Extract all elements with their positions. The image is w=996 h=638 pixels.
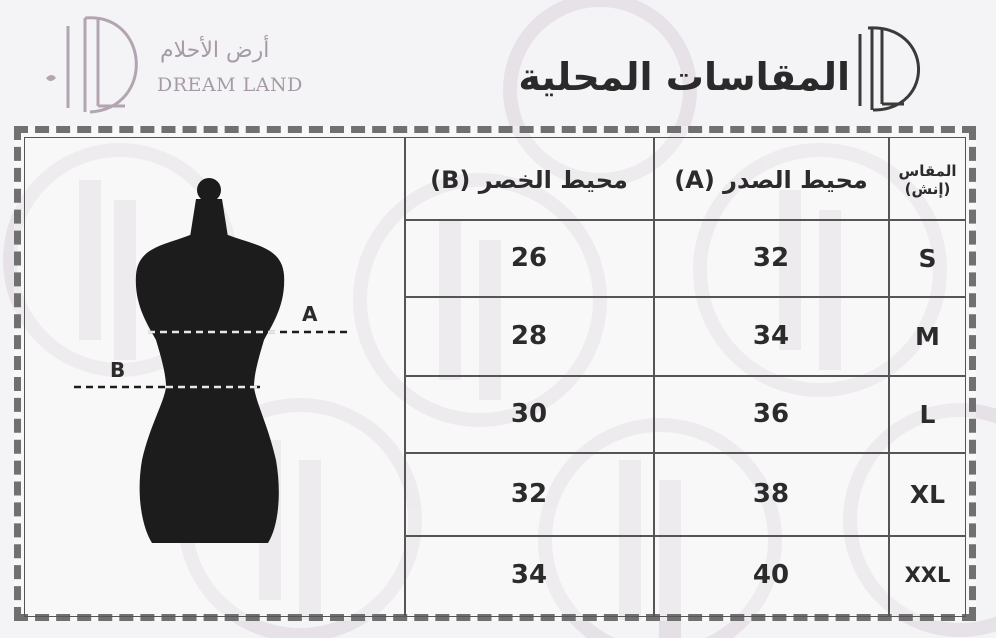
waist-value: 30 bbox=[510, 399, 548, 429]
header-size-label: المقاس bbox=[898, 161, 957, 180]
title-logo-icon bbox=[838, 20, 933, 115]
header-waist: محيط الخصر (B) bbox=[430, 165, 628, 194]
brand-logo bbox=[40, 8, 310, 118]
waist-value: 34 bbox=[510, 560, 548, 590]
waist-value: 26 bbox=[510, 243, 548, 273]
waist-value: 28 bbox=[510, 321, 548, 351]
chest-value: 34 bbox=[752, 321, 790, 351]
header-size-unit: (إنش) bbox=[904, 179, 951, 198]
size-label: S bbox=[918, 243, 937, 273]
chest-value: 36 bbox=[752, 399, 790, 429]
waist-marker-label: B bbox=[110, 358, 126, 382]
chest-value: 40 bbox=[752, 560, 790, 590]
size-label: XXL bbox=[904, 563, 951, 587]
size-label: XL bbox=[909, 479, 946, 509]
size-label: L bbox=[919, 399, 936, 429]
brand-name-english: DREAM LAND bbox=[157, 74, 303, 96]
waist-value: 32 bbox=[510, 479, 548, 509]
size-label: M bbox=[915, 321, 940, 351]
chest-marker-label: A bbox=[302, 302, 318, 326]
page-title: المقاسات المحلية bbox=[518, 55, 850, 99]
brand-name-arabic: أرض الأحلام bbox=[160, 38, 270, 63]
header-size bbox=[889, 140, 966, 219]
chest-value: 32 bbox=[752, 243, 790, 273]
header-chest: محيط الصدر (A) bbox=[674, 165, 868, 194]
chest-value: 38 bbox=[752, 479, 790, 509]
